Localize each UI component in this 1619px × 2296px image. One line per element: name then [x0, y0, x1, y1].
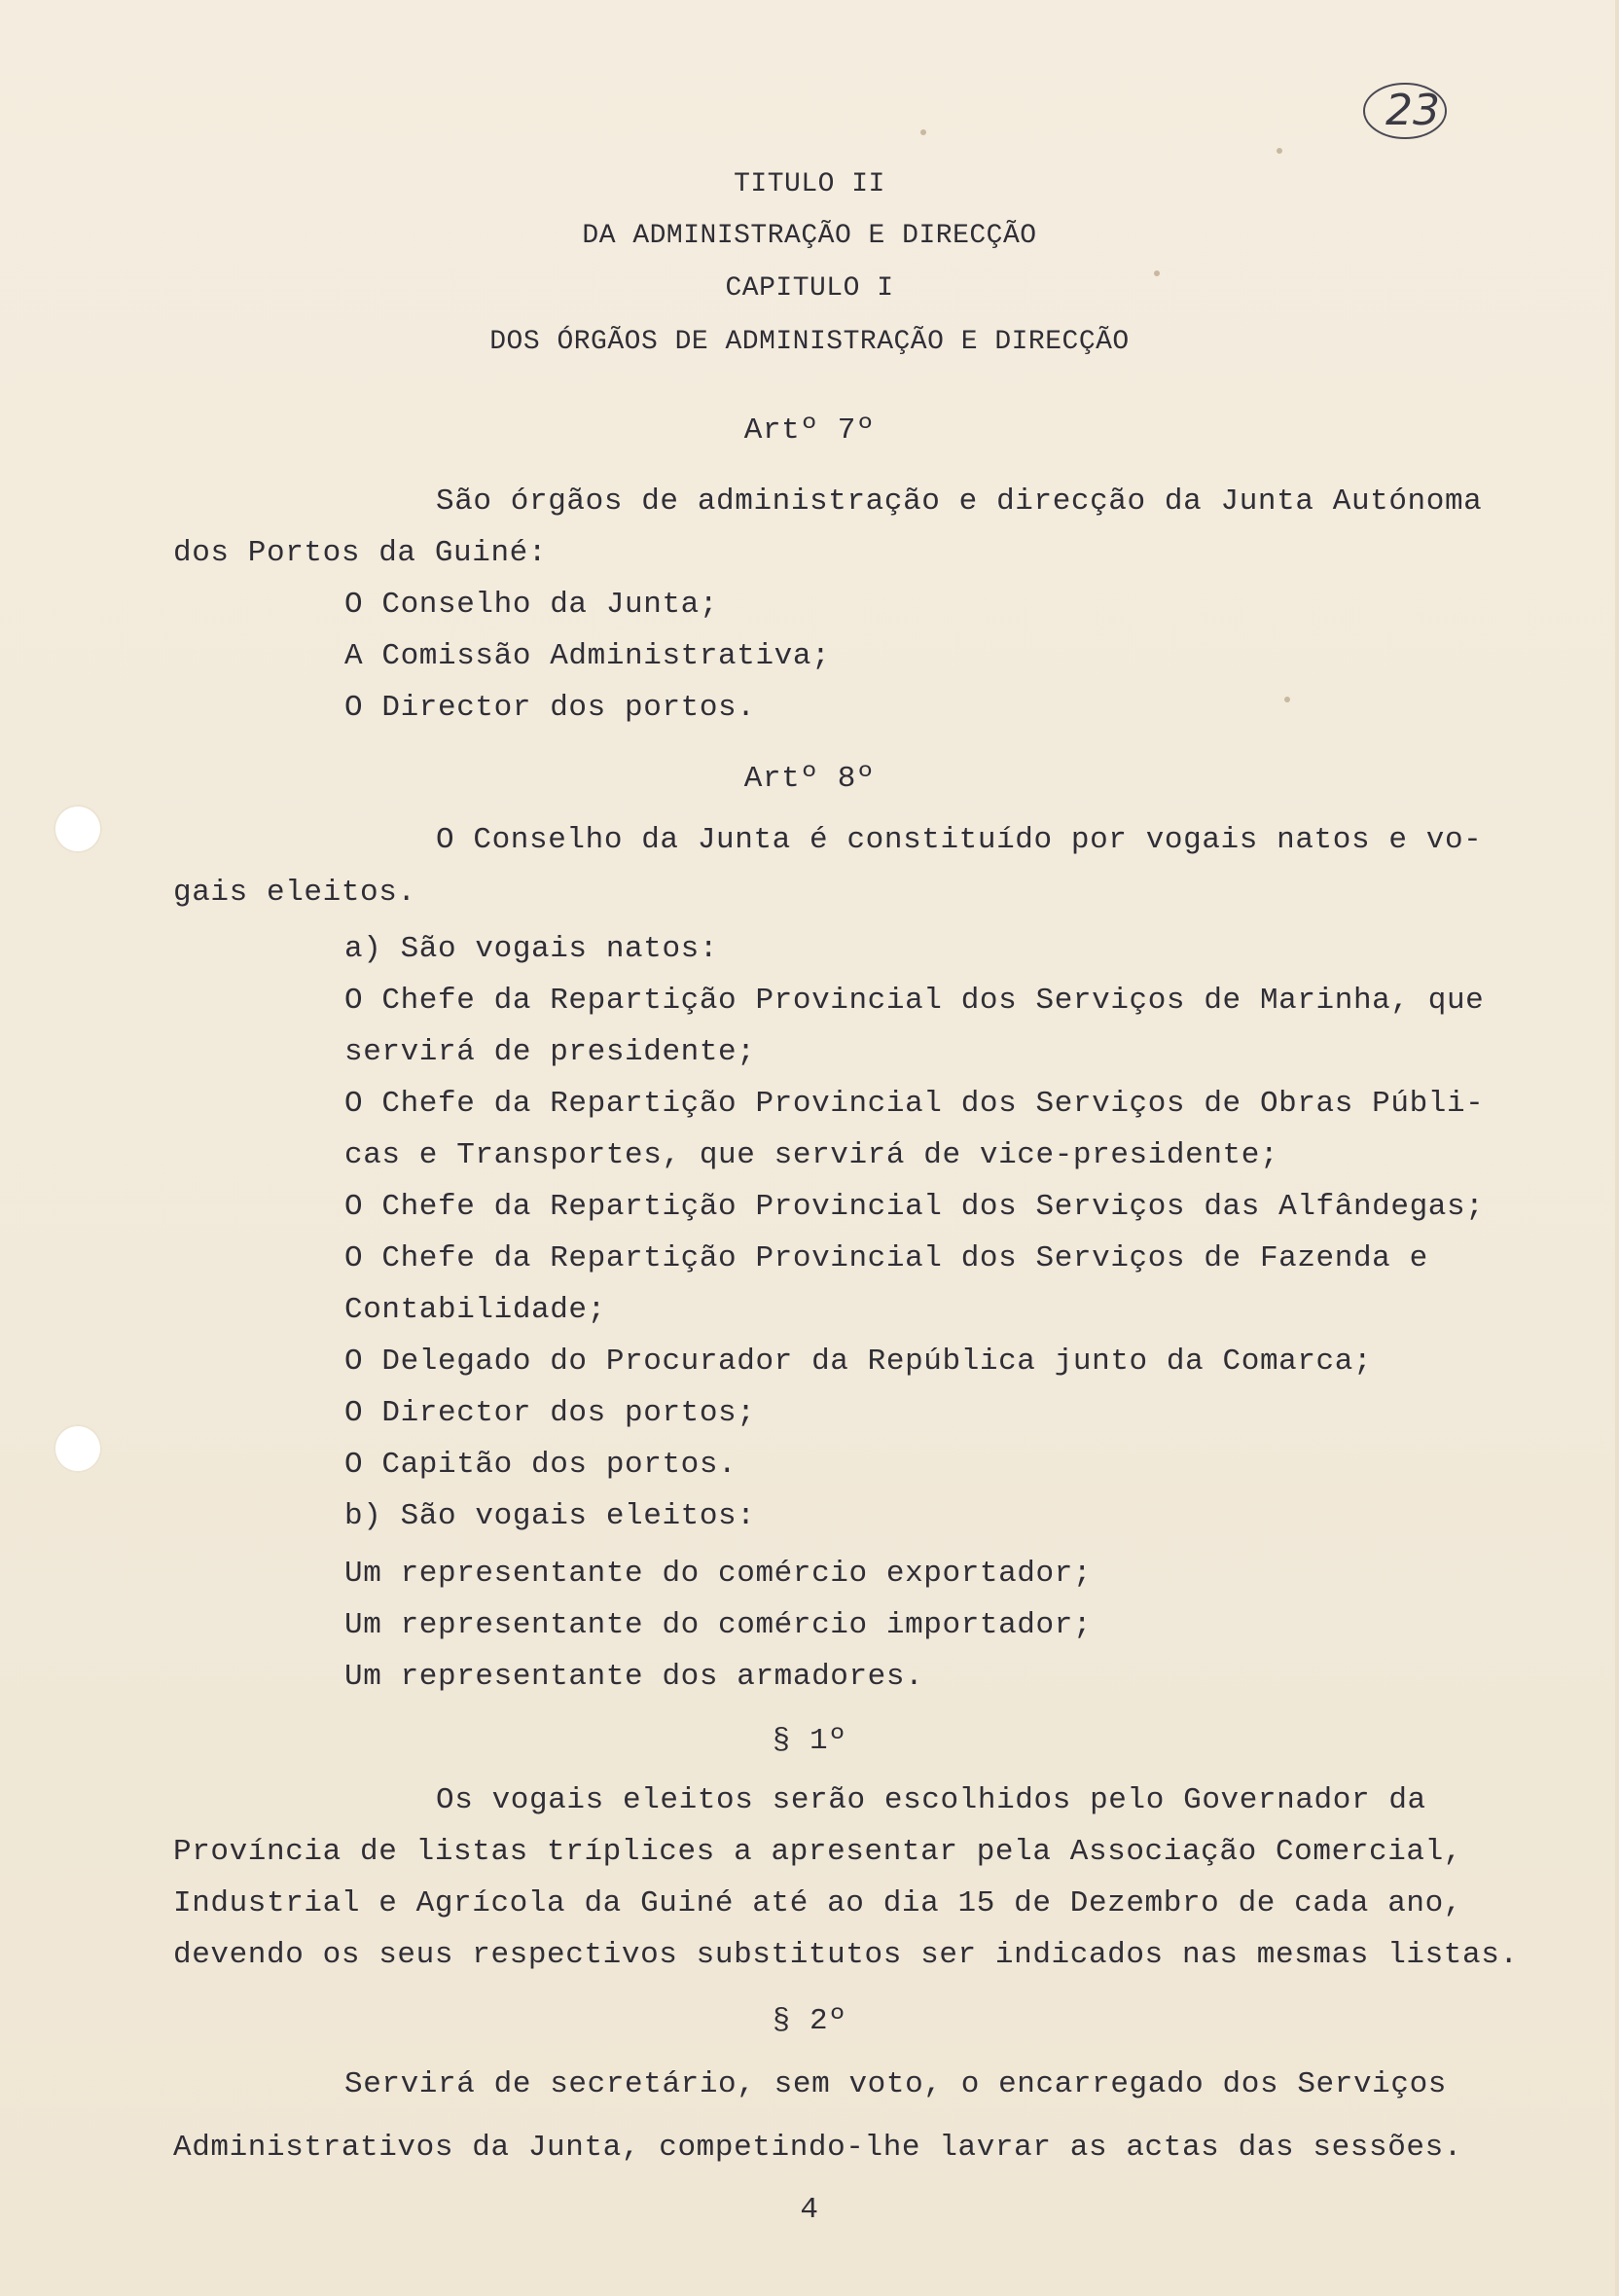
paragraph-1-text: devendo os seus respectivos substitutos ser indicados nas mesmas listas.	[173, 1938, 1519, 1972]
article-7-list-item: A Comissão Administrativa;	[344, 639, 831, 673]
paragraph-1-text: Os vogais eleitos serão escolhidos pelo Governador da	[436, 1783, 1426, 1817]
article-8-list-item: O Director dos portos;	[344, 1396, 756, 1430]
article-8-list-item: Um representante dos armadores.	[344, 1660, 924, 1694]
subtitle-heading: DA ADMINISTRAÇÃO E DIRECÇÃO	[582, 221, 1037, 251]
article-8-list-item: O Chefe da Repartição Provincial dos Serviços de Fazenda e	[344, 1241, 1428, 1275]
folio-text: 23	[1385, 86, 1440, 135]
article-7-text: dos Portos da Guiné:	[173, 536, 548, 570]
article-8-list-item: a) São vogais natos:	[344, 932, 719, 966]
paragraph-1-heading: § 1º	[772, 1724, 847, 1758]
paragraph-2-text: Administrativos da Junta, competindo-lhe lavrar as actas das sessões.	[173, 2131, 1463, 2165]
punch-hole	[54, 1424, 102, 1473]
chapter-title: DOS ÓRGÃOS DE ADMINISTRAÇÃO E DIRECÇÃO	[489, 327, 1130, 357]
article-8-list-item: O Capitão dos portos.	[344, 1448, 738, 1482]
paper-speck	[920, 129, 926, 135]
article-8-heading: Artº 8º	[743, 762, 876, 796]
article-8-list-item: O Chefe da Repartição Provincial dos Serviços de Marinha, que	[344, 984, 1485, 1018]
punch-hole	[54, 805, 102, 853]
article-7-text: São órgãos de administração e direcção da Junta Autónoma	[436, 484, 1483, 519]
paragraph-1-text: Industrial e Agrícola da Guiné até ao dia 15 de Dezembro de cada ano,	[173, 1886, 1463, 1920]
article-7-heading: Artº 7º	[743, 413, 876, 448]
paragraph-1-text: Província de listas tríplices a apresentar pela Associação Comercial,	[173, 1835, 1463, 1869]
article-7-list-item: O Director dos portos.	[344, 691, 756, 725]
chapter-heading: CAPITULO I	[725, 273, 894, 304]
paragraph-2-heading: § 2º	[772, 2004, 847, 2038]
article-8-text: gais eleitos.	[173, 876, 416, 910]
paper-speck	[1277, 148, 1282, 154]
article-7-list-item: O Conselho da Junta;	[344, 588, 719, 622]
page-number: 4	[800, 2193, 819, 2227]
folio-number	[1360, 80, 1450, 142]
article-8-list-item: b) São vogais eleitos:	[344, 1499, 756, 1533]
article-8-list-item: O Chefe da Repartição Provincial dos Serviços das Alfândegas;	[344, 1190, 1485, 1224]
article-8-list-item: Contabilidade;	[344, 1293, 606, 1327]
article-8-list-item: Um representante do comércio importador;	[344, 1608, 1093, 1642]
title-heading: TITULO II	[734, 169, 885, 199]
article-8-text: O Conselho da Junta é constituído por vogais natos e vo-	[436, 823, 1483, 857]
article-8-list-item: O Delegado do Procurador da República junto da Comarca;	[344, 1345, 1373, 1379]
paragraph-2-text: Servirá de secretário, sem voto, o encarregado dos Serviços	[344, 2067, 1447, 2101]
article-8-list-item: Um representante do comércio exportador;	[344, 1557, 1093, 1591]
paper-speck	[1284, 697, 1290, 702]
article-8-list-item: cas e Transportes, que servirá de vice-presidente;	[344, 1138, 1279, 1172]
article-8-list-item: servirá de presidente;	[344, 1035, 756, 1069]
article-8-list-item: O Chefe da Repartição Provincial dos Serviços de Obras Públi-	[344, 1087, 1485, 1121]
